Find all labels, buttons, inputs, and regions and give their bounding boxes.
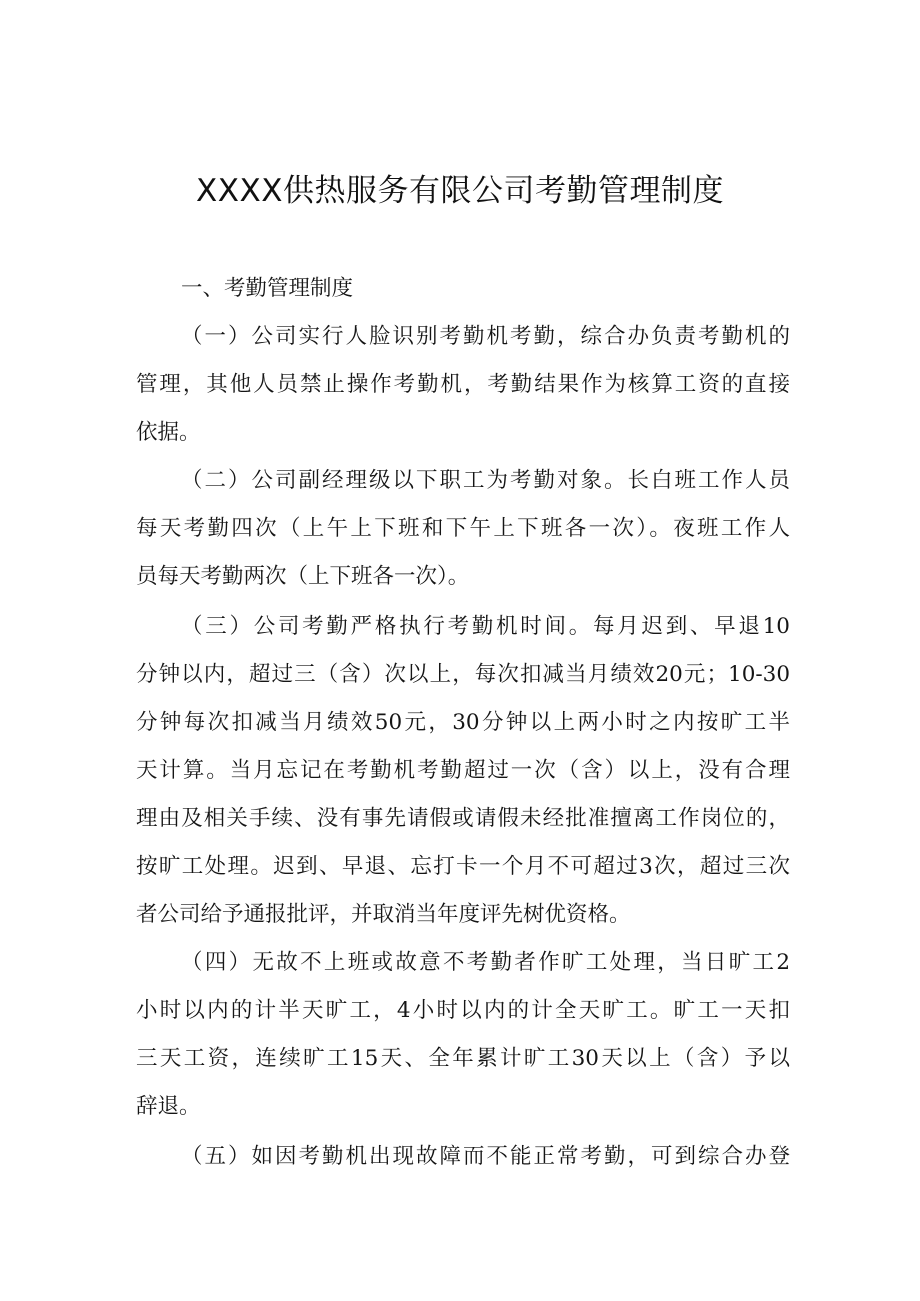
paragraph-line: 员每天考勤两次（上下班各一次）。 — [136, 564, 470, 589]
document-title: XXXX供热服务有限公司考勤管理制度 — [196, 173, 724, 209]
paragraph-line: （五）如因考勤机出现故障而不能正常考勤，可到综合办登 — [181, 1144, 790, 1169]
paragraph-line: （三）公司考勤严格执行考勤机时间。每月迟到、早退10 — [181, 614, 790, 639]
paragraph-line: 小时以内的计半天旷工，4小时以内的计全天旷工。旷工一天扣 — [136, 998, 790, 1023]
paragraph-line: （二）公司副经理级以下职工为考勤对象。长白班工作人员 — [181, 468, 790, 493]
section-heading: 一、考勤管理制度 — [181, 276, 354, 301]
paragraph-line: 三天工资，连续旷工15天、全年累计旷工30天以上（含）予以 — [136, 1046, 790, 1071]
paragraph-line: 依据。 — [136, 420, 201, 445]
paragraph-line: 理由及相关手续、没有事先请假或请假未经批准擅离工作岗位的， — [136, 806, 790, 831]
paragraph-line: 管理，其他人员禁止操作考勤机，考勤结果作为核算工资的直接 — [136, 372, 790, 397]
paragraph-line: 按旷工处理。迟到、早退、忘打卡一个月不可超过3次，超过三次 — [136, 854, 790, 879]
paragraph-line: 辞退。 — [136, 1094, 201, 1119]
paragraph-line: 分钟以内，超过三（含）次以上，每次扣减当月绩效20元；10-30 — [136, 662, 790, 687]
paragraph-line: （一）公司实行人脸识别考勤机考勤，综合办负责考勤机的 — [181, 324, 790, 349]
paragraph-line: 者公司给予通报批评，并取消当年度评先树优资格。 — [136, 902, 631, 927]
paragraph-line: （四）无故不上班或故意不考勤者作旷工处理，当日旷工2 — [181, 950, 790, 975]
paragraph-line: 分钟每次扣减当月绩效50元，30分钟以上两小时之内按旷工半 — [136, 710, 790, 735]
paragraph-line: 每天考勤四次（上午上下班和下午上下班各一次）。夜班工作人 — [136, 516, 790, 541]
paragraph-line: 天计算。当月忘记在考勤机考勤超过一次（含）以上，没有合理 — [136, 758, 790, 783]
